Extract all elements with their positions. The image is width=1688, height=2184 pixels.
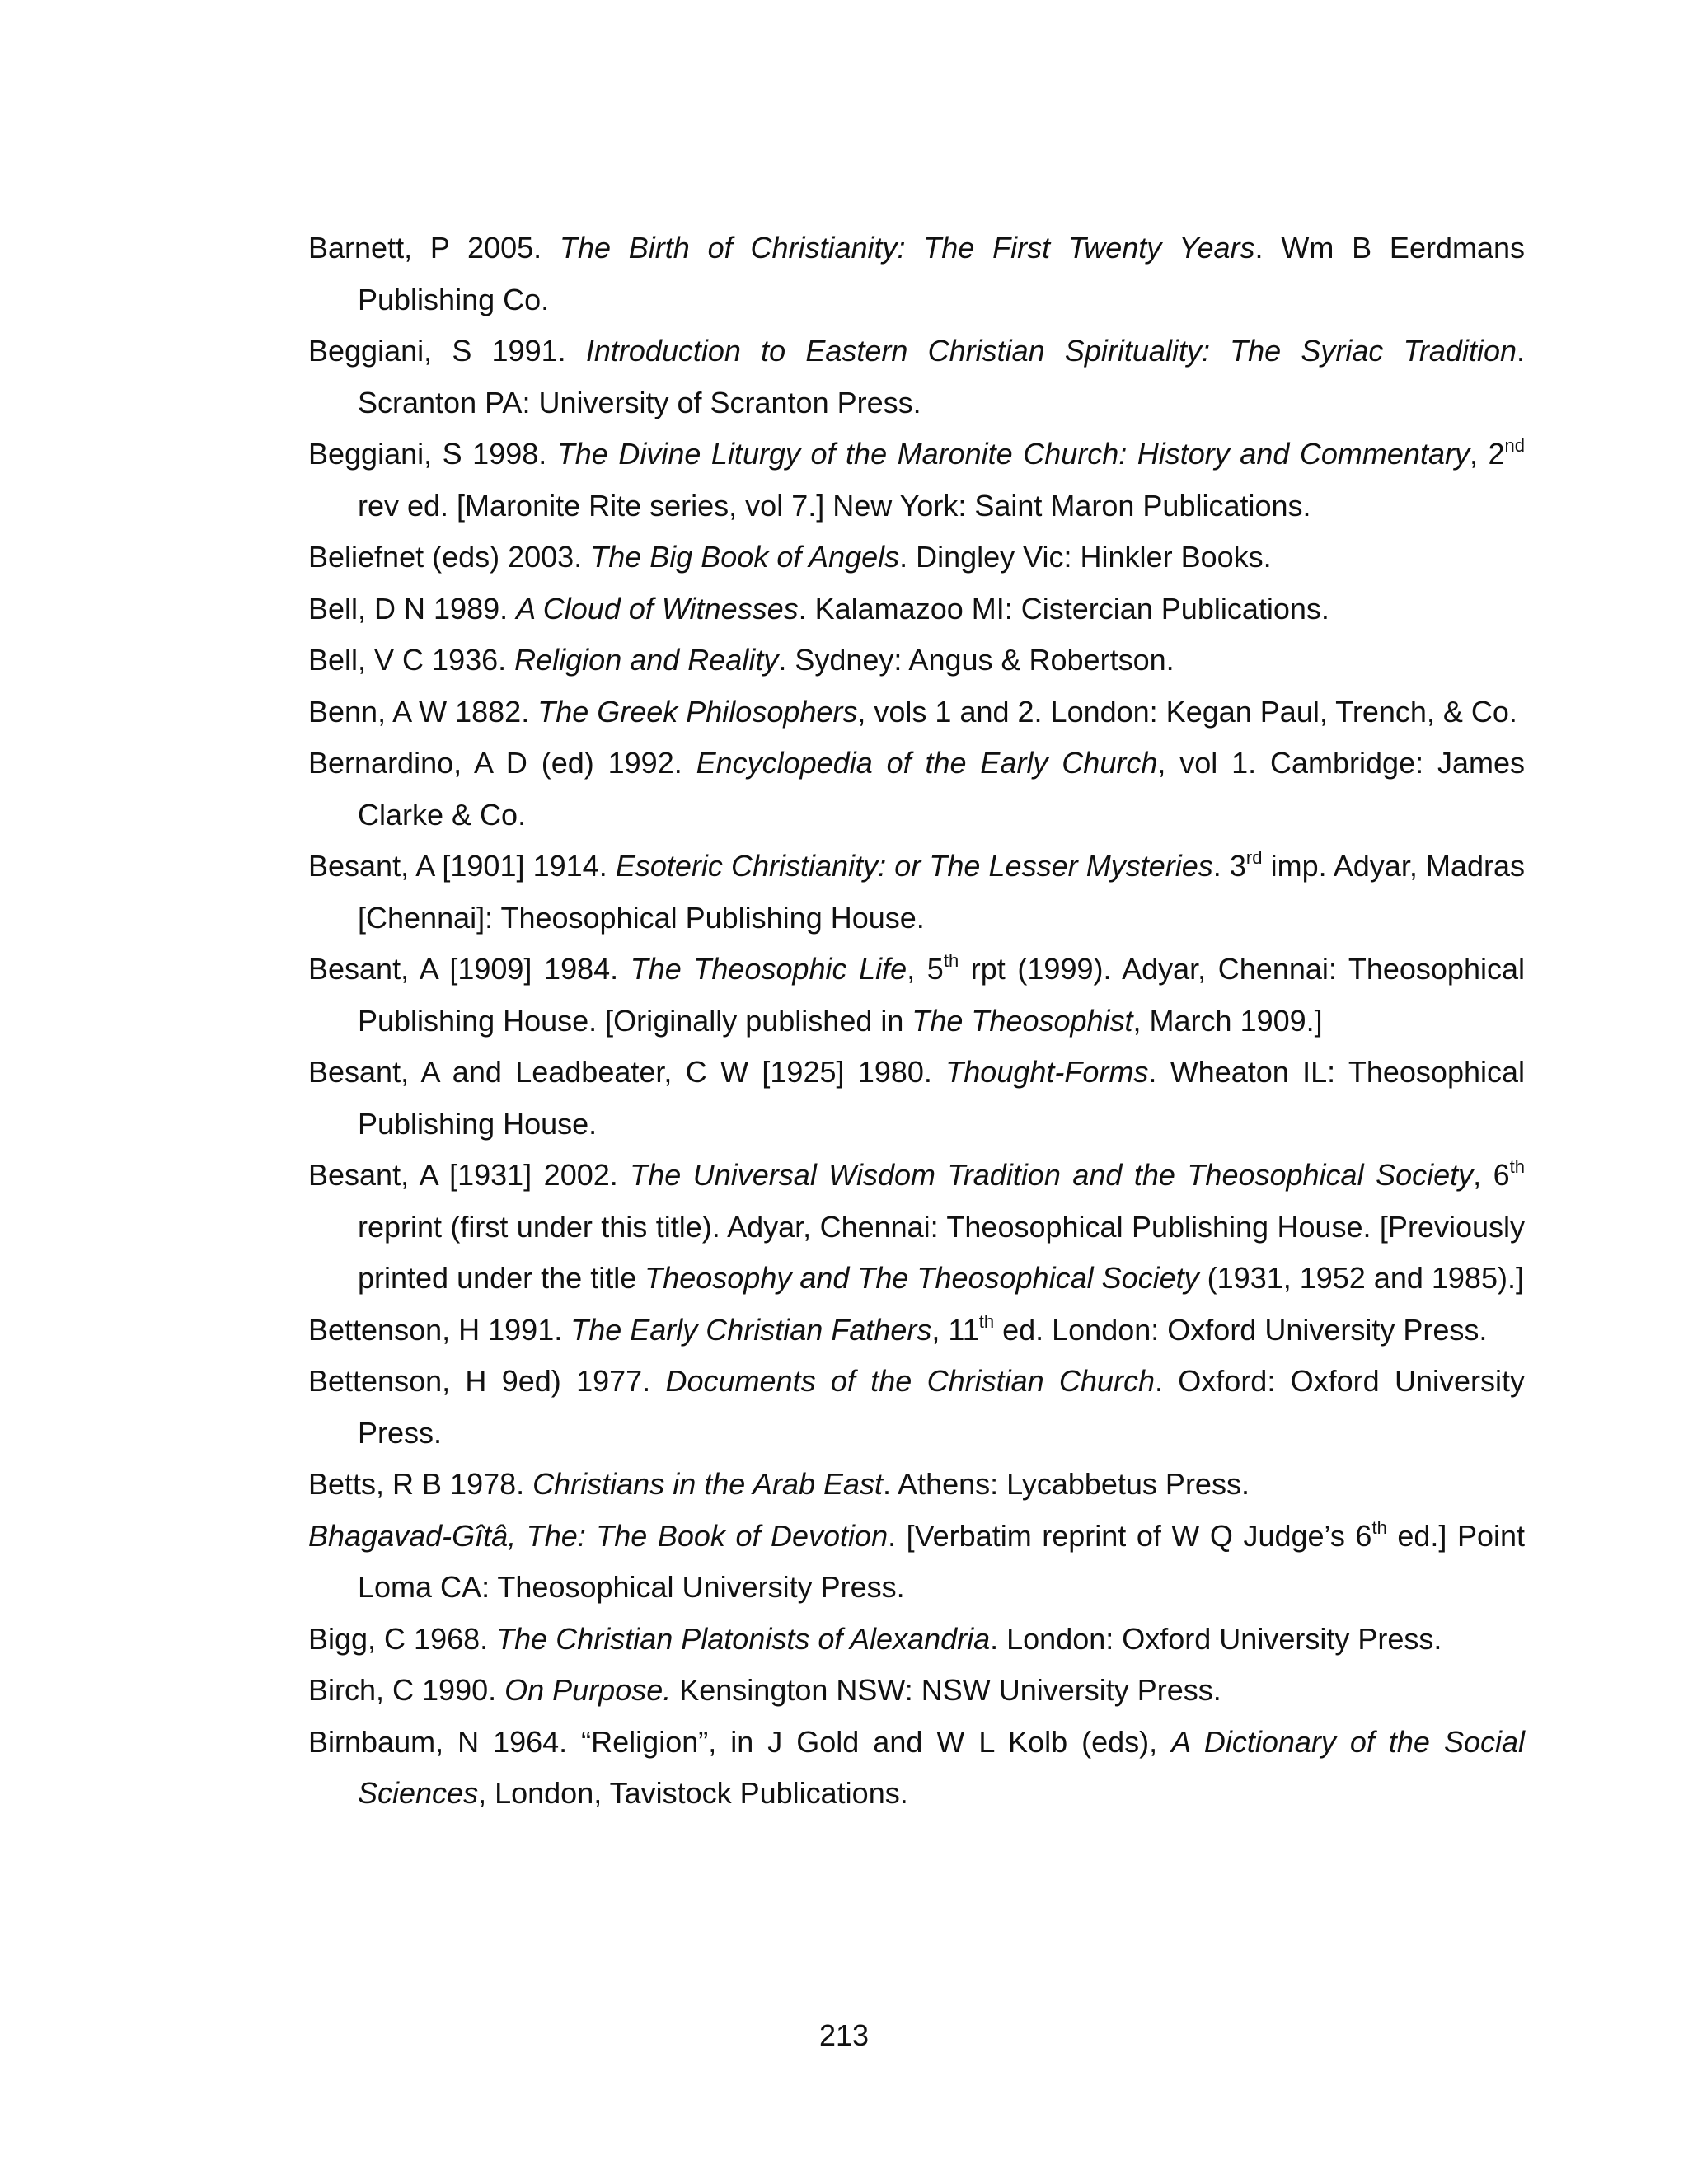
entry-text: , March 1909.] bbox=[1132, 1003, 1323, 1038]
entry-text: Birch, C 1990. bbox=[308, 1673, 505, 1707]
entry-text: imp. Adyar, Madras [Chennai]: Theosophical Publishing House. bbox=[358, 849, 1525, 935]
italic-title: Theosophy and The Theosophical Society bbox=[645, 1261, 1199, 1295]
italic-title: Esoteric Christianity: or The Lesser Mysteries bbox=[615, 849, 1213, 883]
bibliography-entry bbox=[308, 532, 1525, 583]
italic-title: On Purpose. bbox=[504, 1673, 672, 1707]
italic-title: The Birth of Christianity: The First Twenty Years bbox=[559, 231, 1255, 265]
entry-text: Besant, A and Leadbeater, C W [1925] 1980. bbox=[308, 1055, 946, 1089]
entry-text: (1931, 1952 and 1985).] bbox=[1198, 1261, 1524, 1295]
entry-text: . Kalamazoo MI: Cistercian Publications. bbox=[798, 591, 1329, 626]
italic-title: The Divine Liturgy of the Maronite Church: History and Commentary bbox=[556, 437, 1470, 471]
entry-text: Bell, D N 1989. bbox=[308, 591, 517, 626]
entry-text: . Sydney: Angus & Robertson. bbox=[778, 643, 1175, 677]
bibliography-entry bbox=[308, 223, 1525, 326]
italic-title: The Theosophist bbox=[912, 1003, 1133, 1038]
entry-text: Bell, V C 1936. bbox=[308, 643, 515, 677]
entry-text: , London, Tavistock Publications. bbox=[478, 1776, 908, 1810]
entry-text: Besant, A [1931] 2002. bbox=[308, 1158, 631, 1192]
bibliography-entry bbox=[308, 944, 1525, 1047]
italic-title: The Big Book of Angels bbox=[590, 540, 900, 574]
entry-text: rpt (1999). Adyar, Chennai: Theosophical Publishing House. [Originally published in bbox=[358, 952, 1525, 1038]
bibliography-entry bbox=[308, 1150, 1525, 1305]
entry-text: Besant, A [1909] 1984. bbox=[308, 952, 631, 986]
entry-text: . [Verbatim reprint of W Q Judge’s 6 bbox=[888, 1518, 1372, 1553]
bibliography-entry bbox=[308, 635, 1525, 687]
bibliography-entry bbox=[308, 1511, 1525, 1614]
italic-title: Thought-Forms bbox=[945, 1055, 1149, 1089]
italic-title: A Cloud of Witnesses bbox=[516, 591, 799, 626]
italic-title: Encyclopedia of the Early Church bbox=[696, 746, 1158, 780]
bibliography-entry bbox=[308, 1614, 1525, 1666]
page-number: 213 bbox=[818, 2018, 870, 2052]
entry-text: rev ed. [Maronite Rite series, vol 7.] New York: Saint Maron Publications. bbox=[358, 488, 1311, 523]
entry-text: Beggiani, S 1998. bbox=[308, 437, 557, 471]
ordinal-superscript: rd bbox=[1245, 847, 1263, 868]
italic-title: The Christian Platonists of Alexandria bbox=[496, 1621, 991, 1656]
entry-text: . Scranton PA: University of Scranton Press. bbox=[358, 334, 1526, 419]
ordinal-superscript: nd bbox=[1504, 435, 1525, 456]
bibliography-entry bbox=[308, 583, 1525, 635]
ordinal-superscript: th bbox=[978, 1310, 995, 1332]
entry-text: . Dingley Vic: Hinkler Books. bbox=[899, 540, 1272, 574]
entry-text: reprint (first under this title). Adyar, Chennai: Theosophical Publishing House. [Previously printed under the title bbox=[358, 1209, 1525, 1295]
entry-text: , vols 1 and 2. London: Kegan Paul, Trench, & Co. bbox=[857, 694, 1517, 729]
italic-title: The Universal Wisdom Tradition and the Theosophical Society bbox=[630, 1158, 1474, 1192]
ordinal-superscript: th bbox=[943, 950, 959, 971]
entry-text: . Wm B Eerdmans Publishing Co. bbox=[358, 231, 1526, 316]
entry-text: , vol 1. Cambridge: James Clarke & Co. bbox=[358, 746, 1525, 832]
bibliography-entry bbox=[308, 326, 1525, 429]
entry-text: Bernardino, A D (ed) 1992. bbox=[308, 746, 696, 780]
entry-text: Barnett, P 2005. bbox=[308, 231, 560, 265]
bibliography-entry bbox=[308, 1717, 1525, 1820]
italic-title: Documents of the Christian Church bbox=[665, 1364, 1155, 1398]
bibliography-entry bbox=[308, 1047, 1525, 1150]
italic-title: Religion and Reality bbox=[514, 643, 779, 677]
entry-text: Bettenson, H 9ed) 1977. bbox=[308, 1364, 666, 1398]
ordinal-superscript: th bbox=[1509, 1156, 1525, 1177]
bibliography-entry bbox=[308, 1459, 1525, 1511]
entry-text: , 5 bbox=[907, 952, 944, 986]
bibliography-entry bbox=[308, 738, 1525, 841]
italic-title: Christians in the Arab East bbox=[532, 1467, 884, 1501]
entry-text: Benn, A W 1882. bbox=[308, 694, 538, 729]
bibliography-entry bbox=[308, 1305, 1525, 1357]
ordinal-superscript: th bbox=[1372, 1516, 1387, 1538]
italic-title: The Theosophic Life bbox=[630, 952, 907, 986]
entry-text: Besant, A [1901] 1914. bbox=[308, 849, 616, 883]
entry-text: Kensington NSW: NSW University Press. bbox=[671, 1673, 1221, 1707]
bibliography-entry bbox=[308, 687, 1525, 738]
entry-text: . Oxford: Oxford University Press. bbox=[358, 1364, 1526, 1450]
entry-text: ed.] Point Loma CA: Theosophical University Press. bbox=[358, 1518, 1525, 1604]
bibliography-entry bbox=[308, 1665, 1525, 1717]
bibliography-entry bbox=[308, 841, 1525, 944]
entry-text: Bettenson, H 1991. bbox=[308, 1312, 571, 1347]
entry-text: Beggiani, S 1991. bbox=[308, 334, 586, 368]
italic-title: The Early Christian Fathers bbox=[570, 1312, 932, 1347]
italic-title: A Dictionary of the Social Sciences bbox=[358, 1724, 1525, 1810]
entry-text: Betts, R B 1978. bbox=[308, 1467, 533, 1501]
italic-title: Introduction to Eastern Christian Spirituality: The Syriac Tradition bbox=[585, 334, 1517, 368]
entry-text: Beliefnet (eds) 2003. bbox=[308, 540, 591, 574]
entry-text: Bigg, C 1968. bbox=[308, 1621, 497, 1656]
entry-text: , 11 bbox=[931, 1312, 979, 1347]
entry-text: . 3 bbox=[1212, 849, 1246, 883]
entry-text: Birnbaum, N 1964. “Religion”, in J Gold and W L Kolb (eds), bbox=[308, 1724, 1172, 1759]
entry-text: . Wheaton IL: Theosophical Publishing House. bbox=[358, 1055, 1525, 1141]
bibliography-entry bbox=[308, 1356, 1525, 1459]
entry-text: . London: Oxford University Press. bbox=[990, 1621, 1442, 1656]
entry-text: . Athens: Lycabbetus Press. bbox=[883, 1467, 1250, 1501]
italic-title: The Greek Philosophers bbox=[537, 694, 858, 729]
entry-text: , 6 bbox=[1473, 1158, 1510, 1192]
entry-text: , 2 bbox=[1469, 437, 1505, 471]
italic-title: Bhagavad-Gîtâ, The: The Book of Devotion bbox=[308, 1518, 889, 1553]
entry-text: ed. London: Oxford University Press. bbox=[994, 1312, 1488, 1347]
bibliography-entry bbox=[308, 429, 1525, 532]
bibliography-list bbox=[308, 223, 1525, 1820]
